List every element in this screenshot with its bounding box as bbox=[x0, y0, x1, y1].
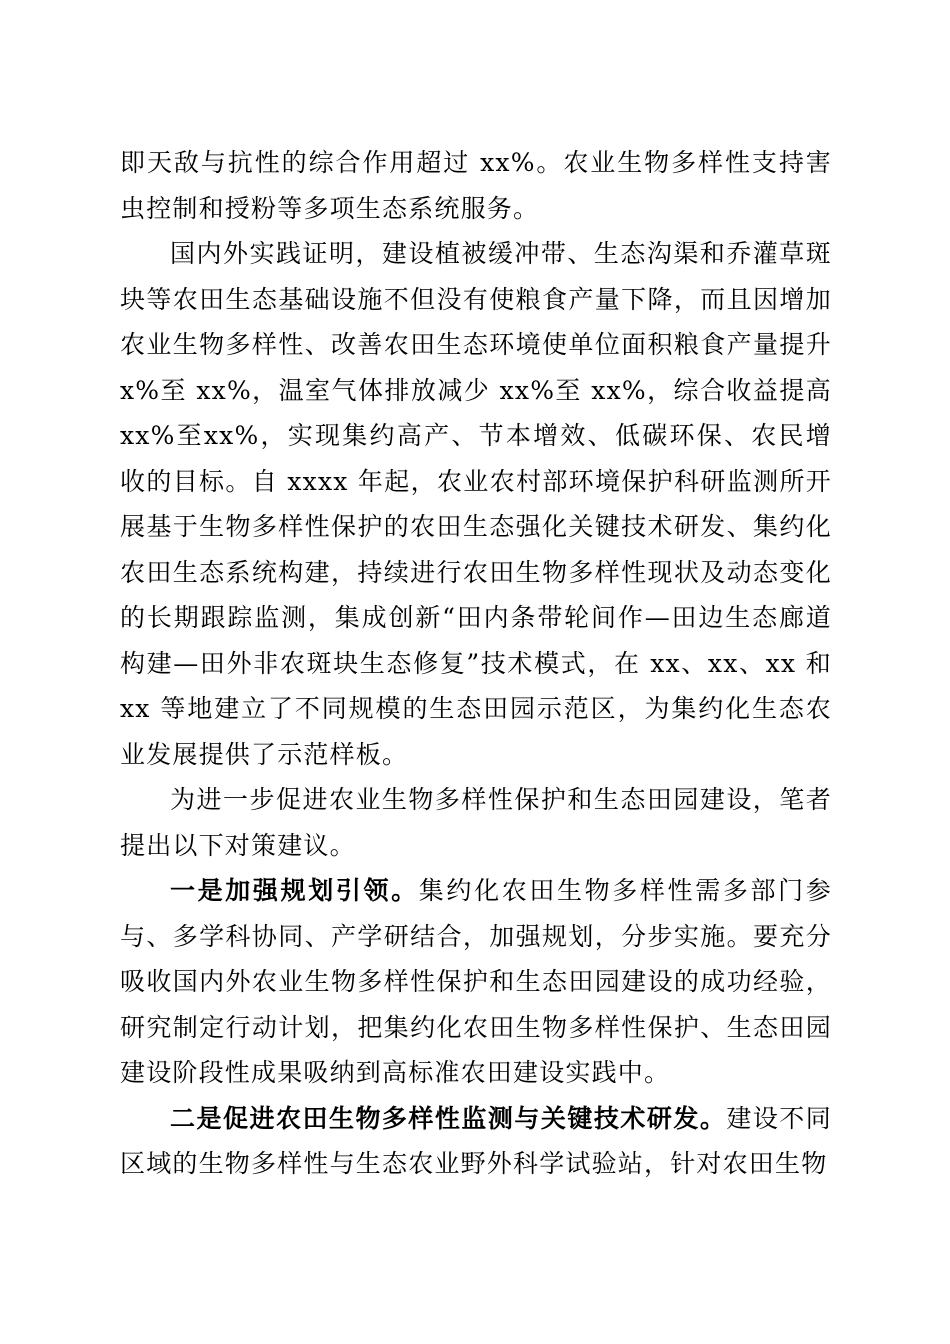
paragraph-3 bbox=[120, 777, 832, 868]
paragraph-2 bbox=[120, 231, 832, 777]
paragraph-1-text: 即天敌与抗性的综合作用超过 xx%。农业生物多样性支持害虫控制和授粉等多项生态系统服务。 bbox=[120, 148, 832, 223]
paragraph-5 bbox=[120, 1096, 832, 1187]
paragraph-1 bbox=[120, 140, 832, 231]
paragraph-4-text: 集约化农田生物多样性需多部门参与、多学科协同、产学研结合，加强规划，分步实施。要充分吸收国内外农业生物多样性保护和生态田园建设的成功经验，研究制定行动计划，把集约化农田生物多样性保护、生态田园建设阶段性成果吸纳到高标准农田建设实践中。 bbox=[120, 876, 832, 1087]
paragraph-4-lead: 一是加强规划引领。 bbox=[170, 876, 419, 905]
paragraph-3-text: 为进一步促进农业生物多样性保护和生态田园建设，笔者提出以下对策建议。 bbox=[120, 785, 832, 860]
paragraph-5-text: 建设不同区域的生物多样性与生态农业野外科学试验站，针对农田生物 bbox=[120, 1103, 833, 1178]
paragraph-2-text: 国内外实践证明，建设植被缓冲带、生态沟渠和乔灌草斑块等农田生态基础设施不但没有使粮食产量下降，而且因增加农业生物多样性、改善农田生态环境使单位面积粮食产量提升 x%至 xx%，温室气体排放减少 xx%至 xx%，综合收益提高 xx%至xx%，实现集约高产、节本增效、低碳环保、农民增收的目标。自 xxxx 年起，农业农村部环境保护科研监测所开展基于生物多样性保护的农田生态强化关键技术研发、集约化农田生态系统构建，持续进行农田生物多样性现状及动态变化的长期跟踪监测，集成创新“田内条带轮间作—田边生态廊道构建—田外非农斑块生态修复”技术模式，在 xx、xx、xx 和 xx 等地建立了不同规模的生态田园示范区，为集约化生态农业发展提供了示范样板。 bbox=[120, 239, 832, 769]
document-body bbox=[120, 140, 832, 1187]
paragraph-4 bbox=[120, 868, 832, 1096]
paragraph-5-lead: 二是促进农田生物多样性监测与关键技术研发。 bbox=[170, 1103, 727, 1133]
